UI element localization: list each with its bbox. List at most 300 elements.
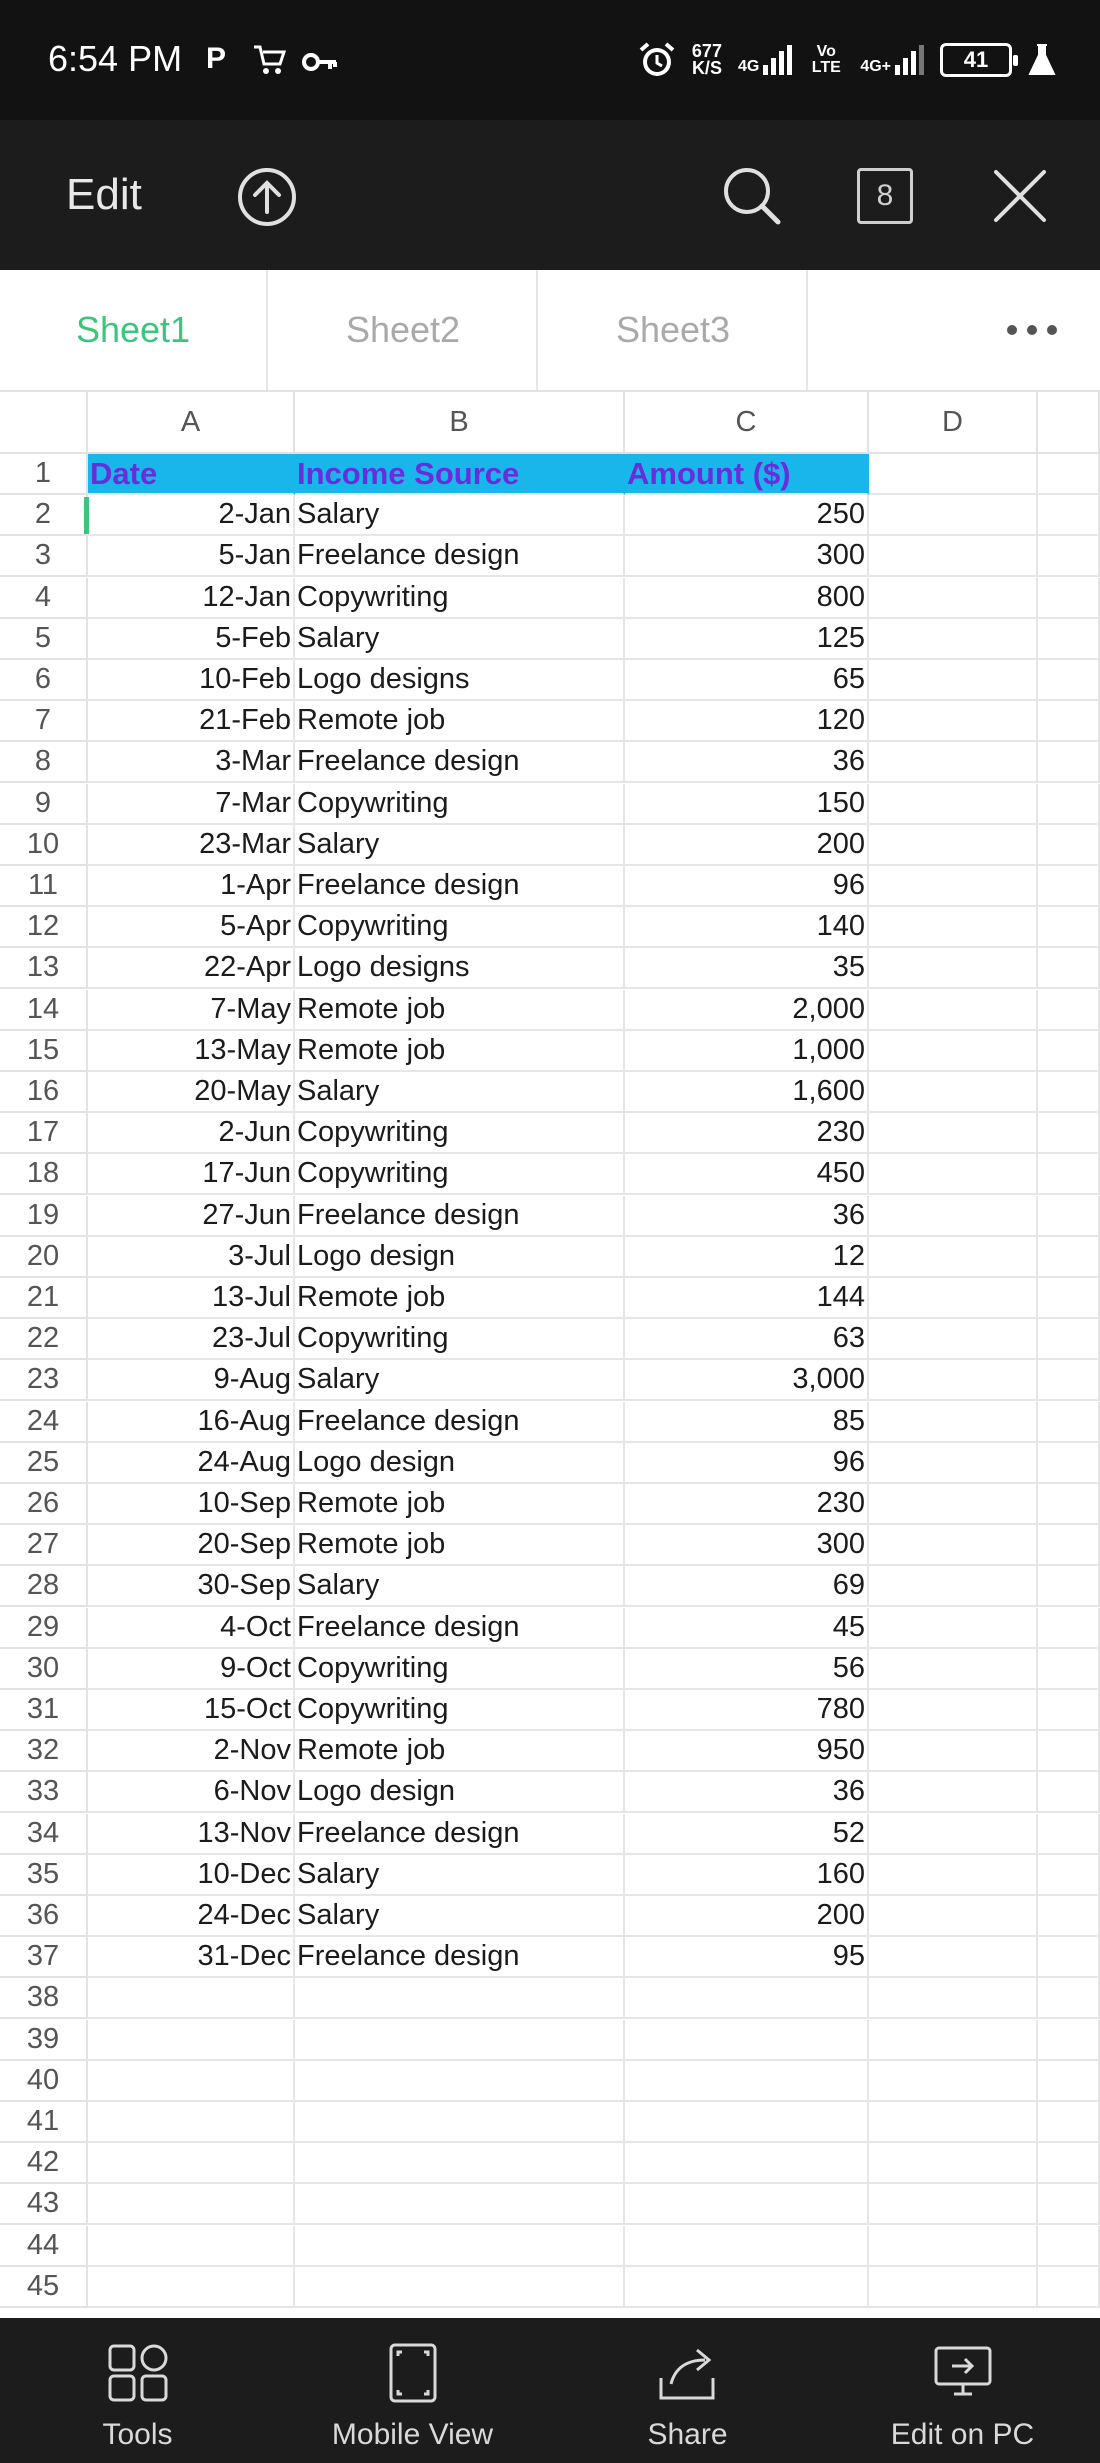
date-cell[interactable]: 24-Dec — [88, 1896, 295, 1937]
row-number[interactable]: 43 — [0, 2184, 88, 2225]
edit-on-pc-button[interactable] — [825, 2318, 1100, 2463]
row-number[interactable]: 26 — [0, 1484, 88, 1525]
income-source-cell[interactable]: Copywriting — [295, 578, 625, 619]
table-cell[interactable] — [869, 825, 1038, 866]
date-cell[interactable]: 3-Jul — [88, 1237, 295, 1278]
battery-level: 41 — [963, 47, 989, 72]
amount-cell[interactable]: 120 — [625, 701, 869, 742]
table-cell[interactable] — [869, 742, 1038, 783]
table-cell[interactable] — [295, 2143, 625, 2184]
table-cell[interactable] — [1038, 1525, 1100, 1566]
income-source-cell[interactable]: Remote job — [295, 1484, 625, 1525]
table-cell[interactable] — [1038, 1154, 1100, 1195]
tab-count-button[interactable] — [857, 168, 913, 224]
table-cell[interactable] — [869, 907, 1038, 948]
table-cell[interactable] — [1038, 990, 1100, 1031]
income-source-cell[interactable]: Copywriting — [295, 907, 625, 948]
row-number[interactable]: 15 — [0, 1031, 88, 1072]
table-cell[interactable] — [1038, 866, 1100, 907]
amount-cell[interactable]: 300 — [625, 1525, 869, 1566]
edit-on-pc-label: Edit on PC — [890, 2418, 1035, 2451]
row-number[interactable]: 37 — [0, 1937, 88, 1978]
amount-cell[interactable]: 69 — [625, 1566, 869, 1607]
table-cell[interactable] — [869, 1196, 1038, 1237]
tab-sheet1[interactable] — [0, 270, 268, 390]
table-cell[interactable] — [869, 2184, 1038, 2225]
table-cell[interactable] — [295, 2102, 625, 2143]
income-source-cell[interactable]: Freelance design — [295, 1937, 625, 1978]
table-row — [0, 1731, 1100, 1772]
row-number[interactable]: 20 — [0, 1237, 88, 1278]
grid-corner[interactable] — [0, 392, 88, 454]
table-cell[interactable] — [1038, 2143, 1100, 2184]
table-cell[interactable] — [869, 701, 1038, 742]
date-cell[interactable]: 27-Jun — [88, 1196, 295, 1237]
date-cell[interactable]: 4-Oct — [88, 1608, 295, 1649]
table-cell[interactable] — [1038, 701, 1100, 742]
table-cell[interactable] — [869, 1402, 1038, 1443]
table-cell[interactable] — [869, 1690, 1038, 1731]
income-source-cell[interactable]: Copywriting — [295, 1319, 625, 1360]
row-number[interactable]: 30 — [0, 1649, 88, 1690]
date-cell[interactable]: 15-Oct — [88, 1690, 295, 1731]
table-cell[interactable] — [869, 495, 1038, 536]
row-number[interactable]: 17 — [0, 1113, 88, 1154]
row-number[interactable]: 27 — [0, 1525, 88, 1566]
table-cell[interactable] — [1038, 1772, 1100, 1813]
table-cell[interactable] — [1038, 1443, 1100, 1484]
table-cell[interactable] — [1038, 2020, 1100, 2061]
table-row — [0, 1113, 1100, 1154]
table-cell[interactable] — [1038, 2267, 1100, 2308]
column-header-d[interactable]: D — [869, 392, 1038, 454]
table-cell[interactable] — [869, 2143, 1038, 2184]
income-source-cell[interactable]: Freelance design — [295, 866, 625, 907]
table-cell[interactable] — [869, 1113, 1038, 1154]
date-cell[interactable]: 22-Apr — [88, 948, 295, 989]
amount-cell[interactable]: 230 — [625, 1113, 869, 1154]
row-number[interactable]: 10 — [0, 825, 88, 866]
column-header-b[interactable]: B — [295, 392, 625, 454]
date-cell[interactable]: 2-Jun — [88, 1113, 295, 1154]
row-number[interactable]: 1 — [0, 454, 88, 495]
income-source-cell[interactable]: Freelance design — [295, 1608, 625, 1649]
row-number[interactable]: 39 — [0, 2020, 88, 2061]
row-number[interactable]: 2 — [0, 495, 88, 536]
table-cell[interactable] — [869, 1278, 1038, 1319]
row-number[interactable]: 34 — [0, 1814, 88, 1855]
income-source-cell[interactable]: Logo design — [295, 1237, 625, 1278]
amount-cell[interactable]: 95 — [625, 1937, 869, 1978]
income-source-cell[interactable]: Remote job — [295, 1031, 625, 1072]
amount-cell[interactable]: 96 — [625, 1443, 869, 1484]
row-number[interactable]: 38 — [0, 1978, 88, 2019]
table-cell[interactable] — [625, 2102, 869, 2143]
table-cell[interactable] — [869, 1772, 1038, 1813]
date-cell[interactable]: 13-Jul — [88, 1278, 295, 1319]
table-cell[interactable] — [1038, 660, 1100, 701]
search-icon[interactable] — [720, 164, 782, 226]
date-cell[interactable]: 7-May — [88, 990, 295, 1031]
table-cell[interactable] — [869, 1154, 1038, 1195]
row-number[interactable]: 24 — [0, 1402, 88, 1443]
table-cell[interactable] — [1038, 495, 1100, 536]
amount-cell[interactable]: 250 — [625, 495, 869, 536]
date-cell[interactable]: 16-Aug — [88, 1402, 295, 1443]
table-cell[interactable] — [869, 2020, 1038, 2061]
table-cell[interactable] — [1038, 536, 1100, 577]
table-cell[interactable] — [625, 2061, 869, 2102]
tab-sheet3[interactable] — [540, 270, 808, 390]
amount-cell[interactable]: 63 — [625, 1319, 869, 1360]
row-number[interactable]: 21 — [0, 1278, 88, 1319]
date-cell[interactable]: 5-Apr — [88, 907, 295, 948]
table-cell[interactable] — [1038, 1402, 1100, 1443]
date-cell[interactable]: 24-Aug — [88, 1443, 295, 1484]
table-cell[interactable] — [1038, 1031, 1100, 1072]
column-header-a[interactable]: A — [88, 392, 295, 454]
table-cell[interactable] — [869, 1608, 1038, 1649]
date-cell[interactable]: 1-Apr — [88, 866, 295, 907]
amount-cell[interactable]: 140 — [625, 907, 869, 948]
table-cell[interactable] — [1038, 2226, 1100, 2267]
table-cell[interactable] — [625, 2267, 869, 2308]
date-cell[interactable]: 9-Oct — [88, 1649, 295, 1690]
table-cell[interactable] — [1038, 784, 1100, 825]
date-cell[interactable]: 20-Sep — [88, 1525, 295, 1566]
date-cell[interactable]: 30-Sep — [88, 1566, 295, 1607]
income-source-cell[interactable]: Remote job — [295, 701, 625, 742]
amount-cell[interactable]: 52 — [625, 1814, 869, 1855]
table-cell[interactable] — [869, 1814, 1038, 1855]
close-icon[interactable] — [990, 166, 1050, 226]
amount-cell[interactable]: 950 — [625, 1731, 869, 1772]
table-cell[interactable] — [625, 2184, 869, 2225]
row-number[interactable]: 12 — [0, 907, 88, 948]
income-source-cell[interactable]: Copywriting — [295, 1649, 625, 1690]
row-number[interactable]: 6 — [0, 660, 88, 701]
column-header-c[interactable]: C — [625, 392, 869, 454]
row-number[interactable]: 25 — [0, 1443, 88, 1484]
row-number[interactable]: 13 — [0, 948, 88, 989]
amount-cell[interactable]: 36 — [625, 742, 869, 783]
income-source-cell[interactable]: Salary — [295, 1360, 625, 1401]
income-source-cell[interactable]: Logo design — [295, 1772, 625, 1813]
date-cell[interactable]: 5-Feb — [88, 619, 295, 660]
column-header-e[interactable] — [1038, 392, 1100, 454]
date-cell[interactable]: 5-Jan — [88, 536, 295, 577]
row-number[interactable]: 7 — [0, 701, 88, 742]
income-source-cell[interactable]: Salary — [295, 1855, 625, 1896]
table-row — [0, 660, 1100, 701]
table-cell[interactable] — [1038, 619, 1100, 660]
date-cell[interactable]: 13-May — [88, 1031, 295, 1072]
table-cell[interactable] — [1038, 2102, 1100, 2143]
row-number[interactable]: 19 — [0, 1196, 88, 1237]
table-cell[interactable] — [88, 2102, 295, 2143]
table-cell[interactable] — [869, 948, 1038, 989]
table-cell[interactable] — [1038, 1896, 1100, 1937]
table-cell[interactable] — [1038, 454, 1100, 495]
table-cell[interactable] — [625, 2143, 869, 2184]
table-cell[interactable] — [869, 1525, 1038, 1566]
row-number[interactable]: 16 — [0, 1072, 88, 1113]
signal-2 — [860, 45, 924, 75]
table-cell[interactable] — [869, 2267, 1038, 2308]
amount-cell[interactable]: 144 — [625, 1278, 869, 1319]
amount-cell[interactable]: 780 — [625, 1690, 869, 1731]
income-source-cell[interactable]: Remote job — [295, 990, 625, 1031]
table-cell[interactable] — [1038, 1278, 1100, 1319]
table-cell[interactable] — [1038, 948, 1100, 989]
table-cell[interactable] — [295, 1978, 625, 2019]
income-source-cell[interactable]: Freelance design — [295, 1196, 625, 1237]
table-row — [0, 1484, 1100, 1525]
date-cell[interactable]: 6-Nov — [88, 1772, 295, 1813]
table-row — [0, 1896, 1100, 1937]
row-number[interactable]: 5 — [0, 619, 88, 660]
table-cell[interactable] — [869, 2061, 1038, 2102]
date-cell[interactable]: 10-Dec — [88, 1855, 295, 1896]
income-source-cell[interactable]: Salary — [295, 619, 625, 660]
table-cell[interactable] — [1038, 1690, 1100, 1731]
table-cell[interactable] — [869, 1731, 1038, 1772]
income-source-cell[interactable]: Copywriting — [295, 784, 625, 825]
row-number[interactable]: 40 — [0, 2061, 88, 2102]
table-cell[interactable] — [869, 990, 1038, 1031]
table-cell[interactable] — [1038, 907, 1100, 948]
table-cell[interactable] — [1038, 1484, 1100, 1525]
row-number[interactable]: 9 — [0, 784, 88, 825]
row-number[interactable]: 28 — [0, 1566, 88, 1607]
amount-cell[interactable]: 3,000 — [625, 1360, 869, 1401]
date-cell[interactable]: 13-Nov — [88, 1814, 295, 1855]
date-cell[interactable]: 31-Dec — [88, 1937, 295, 1978]
income-source-cell[interactable]: Logo designs — [295, 948, 625, 989]
income-source-cell[interactable]: Salary — [295, 495, 625, 536]
income-source-cell[interactable]: Remote job — [295, 1278, 625, 1319]
more-options-icon[interactable] — [992, 298, 1072, 362]
date-cell[interactable]: 21-Feb — [88, 701, 295, 742]
row-number[interactable]: 18 — [0, 1154, 88, 1195]
income-source-cell[interactable]: Remote job — [295, 1525, 625, 1566]
row-number[interactable]: 35 — [0, 1855, 88, 1896]
amount-cell[interactable]: 96 — [625, 866, 869, 907]
table-cell[interactable] — [869, 1896, 1038, 1937]
date-cell[interactable]: 7-Mar — [88, 784, 295, 825]
tab-sheet2[interactable] — [270, 270, 538, 390]
table-cell[interactable] — [869, 784, 1038, 825]
table-cell[interactable] — [869, 1443, 1038, 1484]
table-cell[interactable] — [869, 454, 1038, 495]
row-number[interactable]: 45 — [0, 2267, 88, 2308]
table-cell[interactable] — [1038, 1319, 1100, 1360]
table-cell[interactable] — [1038, 1608, 1100, 1649]
income-source-cell[interactable]: Copywriting — [295, 1154, 625, 1195]
amount-cell[interactable]: 450 — [625, 1154, 869, 1195]
net-speed-unit: K/S — [691, 58, 722, 78]
row-number[interactable]: 44 — [0, 2226, 88, 2267]
income-source-cell[interactable]: Salary — [295, 1896, 625, 1937]
table-row — [0, 1978, 1100, 2019]
table-cell[interactable] — [1038, 1855, 1100, 1896]
table-cell[interactable] — [1038, 1937, 1100, 1978]
table-cell[interactable] — [869, 2226, 1038, 2267]
amount-cell[interactable]: 36 — [625, 1196, 869, 1237]
income-source-cell[interactable]: Copywriting — [295, 1690, 625, 1731]
row-number[interactable]: 29 — [0, 1608, 88, 1649]
income-source-cell[interactable]: Freelance design — [295, 1402, 625, 1443]
amount-cell[interactable]: 35 — [625, 948, 869, 989]
table-cell[interactable] — [1038, 1196, 1100, 1237]
amount-cell[interactable]: 1,000 — [625, 1031, 869, 1072]
table-cell[interactable] — [1038, 2184, 1100, 2225]
table-cell[interactable] — [1038, 1978, 1100, 2019]
table-cell[interactable] — [869, 1937, 1038, 1978]
table-cell[interactable] — [869, 619, 1038, 660]
table-cell[interactable] — [295, 2267, 625, 2308]
table-cell[interactable] — [869, 2102, 1038, 2143]
date-cell[interactable]: 2-Nov — [88, 1731, 295, 1772]
row-number[interactable]: 4 — [0, 578, 88, 619]
row-number[interactable]: 23 — [0, 1360, 88, 1401]
amount-cell[interactable]: 65 — [625, 660, 869, 701]
table-cell[interactable] — [88, 2184, 295, 2225]
table-cell[interactable] — [1038, 742, 1100, 783]
table-cell[interactable] — [88, 2061, 295, 2102]
table-cell[interactable] — [869, 578, 1038, 619]
edit-button[interactable]: Edit — [66, 170, 142, 219]
amount-cell[interactable]: 150 — [625, 784, 869, 825]
date-cell[interactable]: 23-Mar — [88, 825, 295, 866]
row-number[interactable]: 36 — [0, 1896, 88, 1937]
table-cell[interactable] — [295, 2061, 625, 2102]
table-cell[interactable] — [625, 2020, 869, 2061]
amount-cell[interactable]: 200 — [625, 825, 869, 866]
mobile-view-button[interactable] — [275, 2318, 550, 2463]
amount-cell[interactable]: 200 — [625, 1896, 869, 1937]
table-cell[interactable] — [1038, 1113, 1100, 1154]
table-cell[interactable] — [1038, 2061, 1100, 2102]
date-cell[interactable]: 3-Mar — [88, 742, 295, 783]
income-source-cell[interactable]: Logo design — [295, 1443, 625, 1484]
table-cell[interactable] — [869, 536, 1038, 577]
table-cell[interactable] — [869, 1360, 1038, 1401]
table-cell[interactable] — [88, 2143, 295, 2184]
amount-cell[interactable]: 160 — [625, 1855, 869, 1896]
table-cell[interactable] — [1038, 1731, 1100, 1772]
date-cell[interactable]: 23-Jul — [88, 1319, 295, 1360]
table-cell[interactable] — [295, 2020, 625, 2061]
income-source-cell[interactable]: Freelance design — [295, 536, 625, 577]
date-cell[interactable]: 2-Jan — [88, 495, 295, 536]
amount-cell[interactable]: 12 — [625, 1237, 869, 1278]
table-cell[interactable] — [295, 2184, 625, 2225]
income-source-cell[interactable]: Logo designs — [295, 660, 625, 701]
tools-button[interactable] — [0, 2318, 275, 2463]
upload-icon[interactable] — [236, 166, 298, 228]
table-cell[interactable] — [869, 1649, 1038, 1690]
header-cell-amount[interactable]: Amount ($) — [625, 454, 869, 495]
row-number[interactable]: 14 — [0, 990, 88, 1031]
table-cell[interactable] — [869, 1978, 1038, 2019]
table-cell[interactable] — [869, 1855, 1038, 1896]
date-cell[interactable]: 10-Sep — [88, 1484, 295, 1525]
income-source-cell[interactable]: Freelance design — [295, 1814, 625, 1855]
table-cell[interactable] — [869, 1237, 1038, 1278]
income-source-cell[interactable]: Salary — [295, 1072, 625, 1113]
amount-cell[interactable]: 125 — [625, 619, 869, 660]
amount-cell[interactable]: 800 — [625, 578, 869, 619]
amount-cell[interactable]: 1,600 — [625, 1072, 869, 1113]
amount-cell[interactable]: 230 — [625, 1484, 869, 1525]
header-cell-date[interactable]: Date — [88, 454, 295, 495]
income-source-cell[interactable]: Freelance design — [295, 742, 625, 783]
date-cell[interactable]: 20-May — [88, 1072, 295, 1113]
income-source-cell[interactable]: Copywriting — [295, 1113, 625, 1154]
table-cell[interactable] — [869, 1031, 1038, 1072]
table-cell[interactable] — [869, 866, 1038, 907]
table-cell[interactable] — [1038, 1360, 1100, 1401]
table-cell[interactable] — [1038, 1072, 1100, 1113]
row-number[interactable]: 41 — [0, 2102, 88, 2143]
row-number[interactable]: 32 — [0, 1731, 88, 1772]
amount-cell[interactable]: 36 — [625, 1772, 869, 1813]
date-cell[interactable]: 10-Feb — [88, 660, 295, 701]
table-cell[interactable] — [1038, 1649, 1100, 1690]
table-cell[interactable] — [625, 1978, 869, 2019]
row-number[interactable]: 3 — [0, 536, 88, 577]
date-cell[interactable]: 9-Aug — [88, 1360, 295, 1401]
row-number[interactable]: 31 — [0, 1690, 88, 1731]
row-number[interactable]: 8 — [0, 742, 88, 783]
row-number[interactable]: 11 — [0, 866, 88, 907]
table-cell[interactable] — [88, 2267, 295, 2308]
table-cell[interactable] — [88, 1978, 295, 2019]
table-cell[interactable] — [1038, 825, 1100, 866]
amount-cell[interactable]: 85 — [625, 1402, 869, 1443]
table-cell[interactable] — [88, 2020, 295, 2061]
amount-cell[interactable]: 45 — [625, 1608, 869, 1649]
table-cell[interactable] — [1038, 578, 1100, 619]
row-number[interactable]: 22 — [0, 1319, 88, 1360]
row-number[interactable]: 33 — [0, 1772, 88, 1813]
table-cell[interactable] — [869, 1319, 1038, 1360]
row-number[interactable]: 42 — [0, 2143, 88, 2184]
amount-cell[interactable]: 2,000 — [625, 990, 869, 1031]
share-button[interactable] — [550, 2318, 825, 2463]
income-source-cell[interactable]: Remote job — [295, 1731, 625, 1772]
table-cell[interactable] — [869, 1484, 1038, 1525]
date-cell[interactable]: 17-Jun — [88, 1154, 295, 1195]
amount-cell[interactable]: 300 — [625, 536, 869, 577]
date-cell[interactable]: 12-Jan — [88, 578, 295, 619]
table-cell[interactable] — [1038, 1814, 1100, 1855]
table-cell[interactable] — [295, 2226, 625, 2267]
table-cell[interactable] — [625, 2226, 869, 2267]
income-source-cell[interactable]: Salary — [295, 825, 625, 866]
table-cell[interactable] — [869, 1072, 1038, 1113]
table-cell[interactable] — [1038, 1566, 1100, 1607]
amount-cell[interactable]: 56 — [625, 1649, 869, 1690]
table-cell[interactable] — [869, 1566, 1038, 1607]
header-cell-income-source[interactable]: Income Source — [295, 454, 625, 495]
table-cell[interactable] — [1038, 1237, 1100, 1278]
table-cell[interactable] — [869, 660, 1038, 701]
table-cell[interactable] — [88, 2226, 295, 2267]
income-source-cell[interactable]: Salary — [295, 1566, 625, 1607]
table-row — [0, 619, 1100, 660]
